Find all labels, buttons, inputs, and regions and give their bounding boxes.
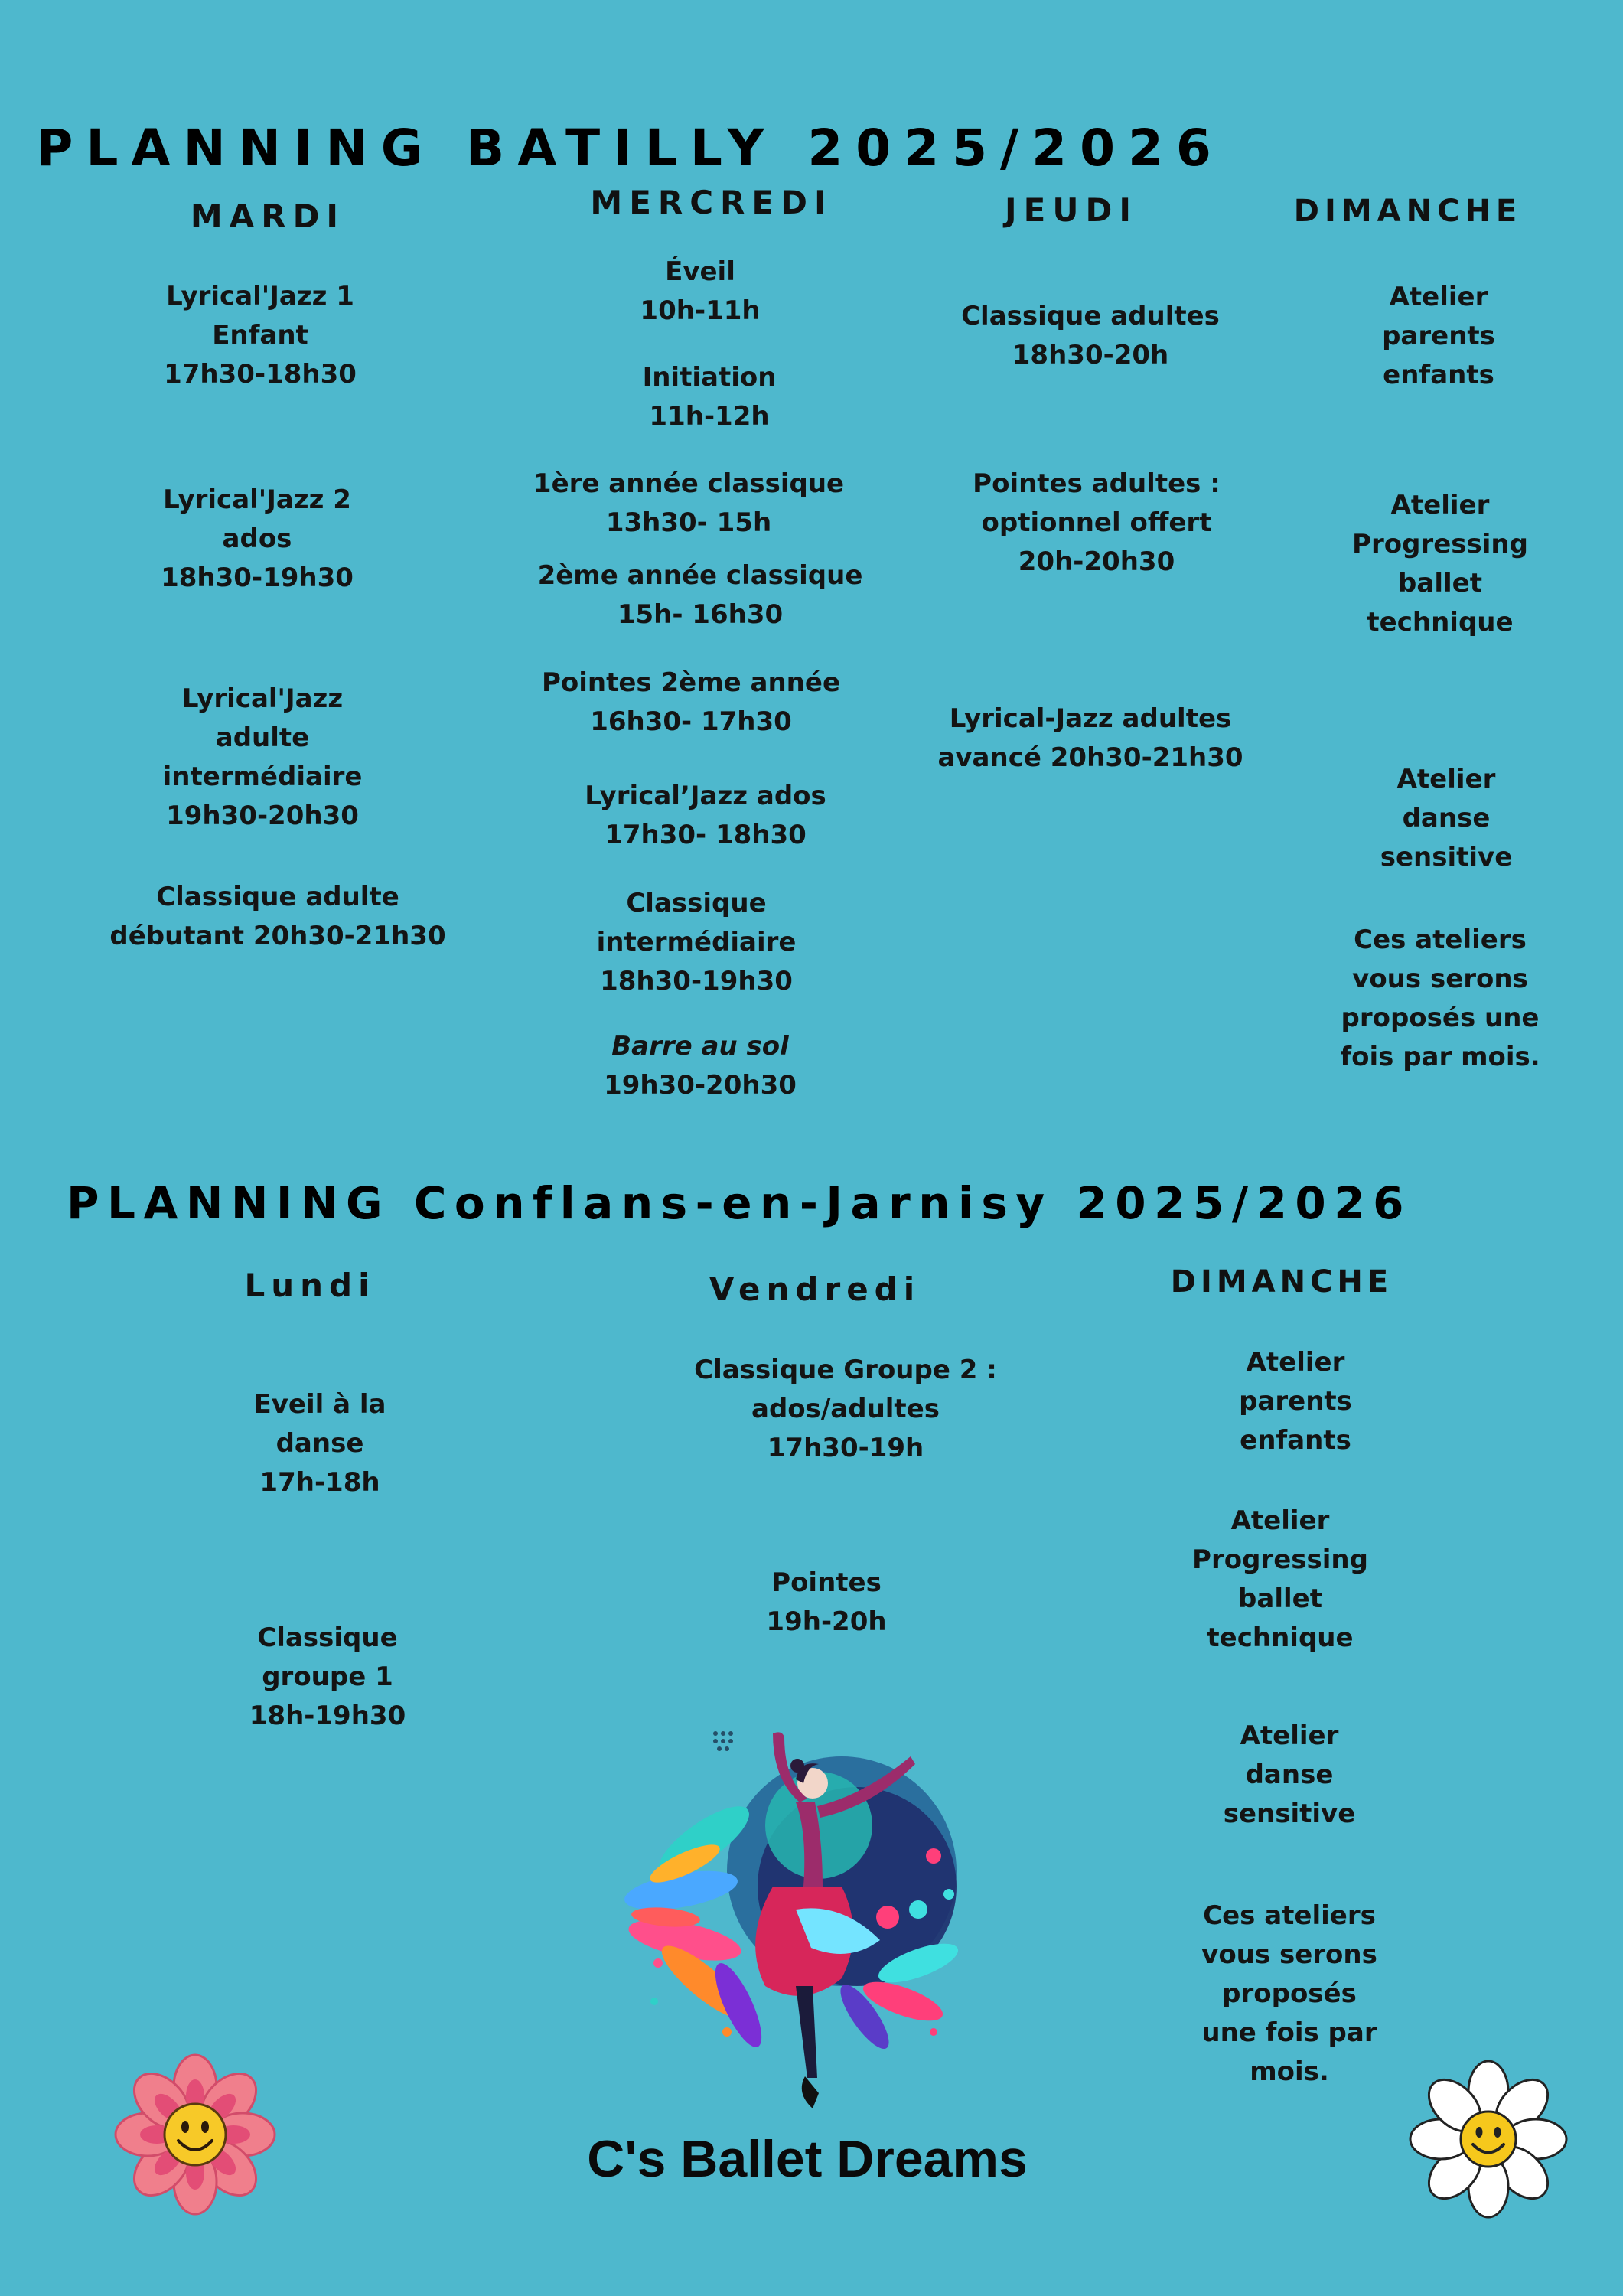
day-dimanche-conflans: DIMANCHE [1170, 1264, 1393, 1300]
jeudi-pointes-adultes: Pointes adultes : optionnel offert 20h-20h30 [973, 468, 1221, 577]
day-vendredi: Vendredi [709, 1270, 921, 1308]
batilly-title: PLANNING BATILLY 2025/2026 [36, 119, 1224, 178]
vendredi-pointes: Pointes 19h-20h [766, 1567, 887, 1637]
mercredi-classique-intermediaire: Classique intermédiaire 18h30-19h30 [596, 888, 797, 996]
pink-smiley-flower-icon [113, 2053, 278, 2217]
mardi-lyricaljazz2: Lyrical'Jazz 2 ados 18h30-19h30 [161, 484, 354, 593]
dimanche-atelier-danse-sensitive: Atelier danse sensitive [1380, 764, 1513, 872]
mercredi-1ere-annee: 1ère année classique 13h30- 15h [533, 468, 845, 538]
dimanche-atelier-parents: Atelier parents enfants [1382, 282, 1495, 390]
jeudi-lyricaljazz-adultes: Lyrical-Jazz adultes avancé 20h30-21h30 [937, 703, 1243, 773]
dimanche-c-atelier-progressing: Atelier Progressing ballet technique [1192, 1505, 1368, 1653]
mercredi-pointes-2eme: Pointes 2ème année 16h30- 17h30 [541, 667, 841, 737]
mercredi-barre-au-sol: Barre au sol 19h30-20h30 [604, 1031, 797, 1101]
dimanche-c-atelier-danse-sensitive: Atelier danse sensitive [1223, 1720, 1356, 1829]
day-jeudi: JEUDI [1005, 191, 1138, 229]
conflans-title: PLANNING Conflans-en-Jarnisy 2025/2026 [67, 1177, 1412, 1229]
dimanche-note: Ces ateliers vous serons proposés une fois par mois. [1340, 925, 1540, 1072]
dimanche-atelier-progressing: Atelier Progressing ballet technique [1352, 490, 1528, 638]
white-daisy-smiley-icon [1408, 2059, 1569, 2219]
dimanche-c-note: Ces ateliers vous serons proposés une fois par mois. [1201, 1900, 1377, 2087]
mardi-classique-adulte: Classique adulte débutant 20h30-21h30 [109, 882, 446, 951]
day-dimanche: DIMANCHE [1293, 194, 1523, 229]
lundi-classique-groupe1: Classique groupe 1 18h-19h30 [249, 1623, 406, 1731]
mercredi-eveil: Éveil 10h-11h [640, 256, 761, 326]
brand-name: C's Ballet Dreams [587, 2130, 1028, 2188]
day-mardi: MARDI [190, 197, 346, 235]
mardi-lyricaljazz1: Lyrical'Jazz 1 Enfant 17h30-18h30 [164, 281, 357, 390]
lundi-eveil: Eveil à la danse 17h-18h [253, 1389, 386, 1498]
mercredi-initiation: Initiation 11h-12h [642, 362, 777, 432]
colorful-dancer-logo [612, 1711, 995, 2139]
vendredi-classique-groupe2: Classique Groupe 2 : ados/adultes 17h30-19h [694, 1355, 997, 1463]
day-mercredi: MERCREDI [590, 184, 833, 221]
mercredi-2eme-annee: 2ème année classique 15h- 16h30 [537, 560, 863, 630]
mercredi-lyricaljazz-ados: Lyrical’Jazz ados 17h30- 18h30 [585, 781, 826, 850]
jeudi-classique-adultes: Classique adultes 18h30-20h [961, 301, 1220, 370]
day-lundi: Lundi [244, 1267, 376, 1304]
mardi-lyricaljazz-adulte: Lyrical'Jazz adulte intermédiaire 19h30-20h30 [162, 683, 363, 831]
dimanche-c-atelier-parents: Atelier parents enfants [1239, 1347, 1352, 1456]
